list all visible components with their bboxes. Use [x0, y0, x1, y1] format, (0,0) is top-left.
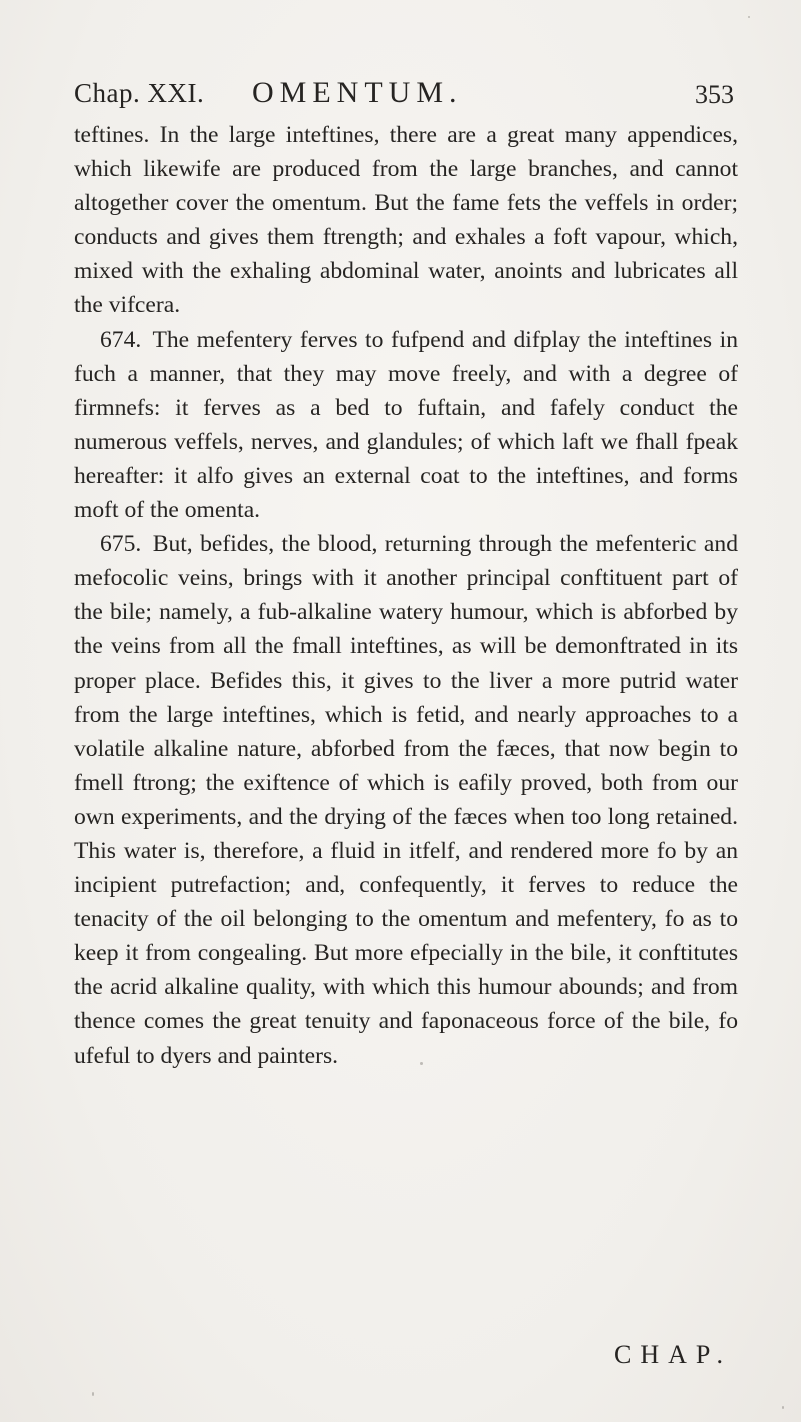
paragraph-674 [74, 323, 738, 528]
running-head [74, 78, 734, 118]
paragraph-text: But, befides, the blood, returning through the mefenteric and mefocolic veins, brings with it another principal conftituent part of the bile; namely, a fub-alkaline watery humour, which is abforbed by the veins from all the fmall inteftines, as will be demonftrated in its proper place. Befides this, it gives to the liver a more putrid water from the large inteftines, which is fetid, and nearly approaches to a volatile alkaline nature, abforbed from the fæces, that now begin to fmell ftrong; the exiftence of which is eafily proved, both from our own experiments, and the drying of the fæces when too long retained. This water is, therefore, a fluid in itfelf, and rendered more fo by an incipient putrefaction; and, confequently, it ferves to reduce the tenacity of the oil belonging to the omentum and mefentery, fo as to keep it from congealing. But more efpecially in the bile, it conftitutes the acrid alkaline quality, with which this humour abounds; and from thence comes the great tenuity and faponaceous force of the bile, fo ufeful to dyers and painters. [74, 531, 738, 1069]
paragraph-continued [74, 118, 738, 323]
body-text [74, 118, 738, 1073]
paragraph-number: 675. [100, 531, 142, 558]
catchword: CHAP. [614, 1340, 732, 1369]
paper-speck [782, 1406, 784, 1409]
paragraph-number: 674. [100, 326, 142, 353]
paragraph-675 [74, 527, 738, 1073]
chapter-label: Chap. XXI. [74, 78, 205, 108]
paragraph-text: The mefentery ferves to fufpend and difplay the inteftines in fuch a manner, that they may move freely, and with a degree of firmnefs: it ferves as a bed to fuftain, and fafely conduct the numerous veffels, nerves, and glandules; of which laft we fhall fpeak hereafter: it alfo gives an external coat to the inteftines, and forms moft of the omenta. [74, 326, 738, 524]
paper-speck [748, 16, 750, 18]
paper-speck [420, 1062, 423, 1065]
paper-speck [92, 1392, 94, 1396]
page-number: 353 [695, 80, 734, 109]
paragraph-text: teftines. In the large inteftines, there are a great many appendices, which likewife are produced from the large branches, and cannot altogether cover the omentum. But the fame fets the veffels in order; conducts and gives them ftrength; and exhales a foft vapour, which, mixed with the exhaling abdominal water, anoints and lubricates all the vifcera. [74, 122, 738, 319]
page-title: OMENTUM. [252, 76, 463, 109]
